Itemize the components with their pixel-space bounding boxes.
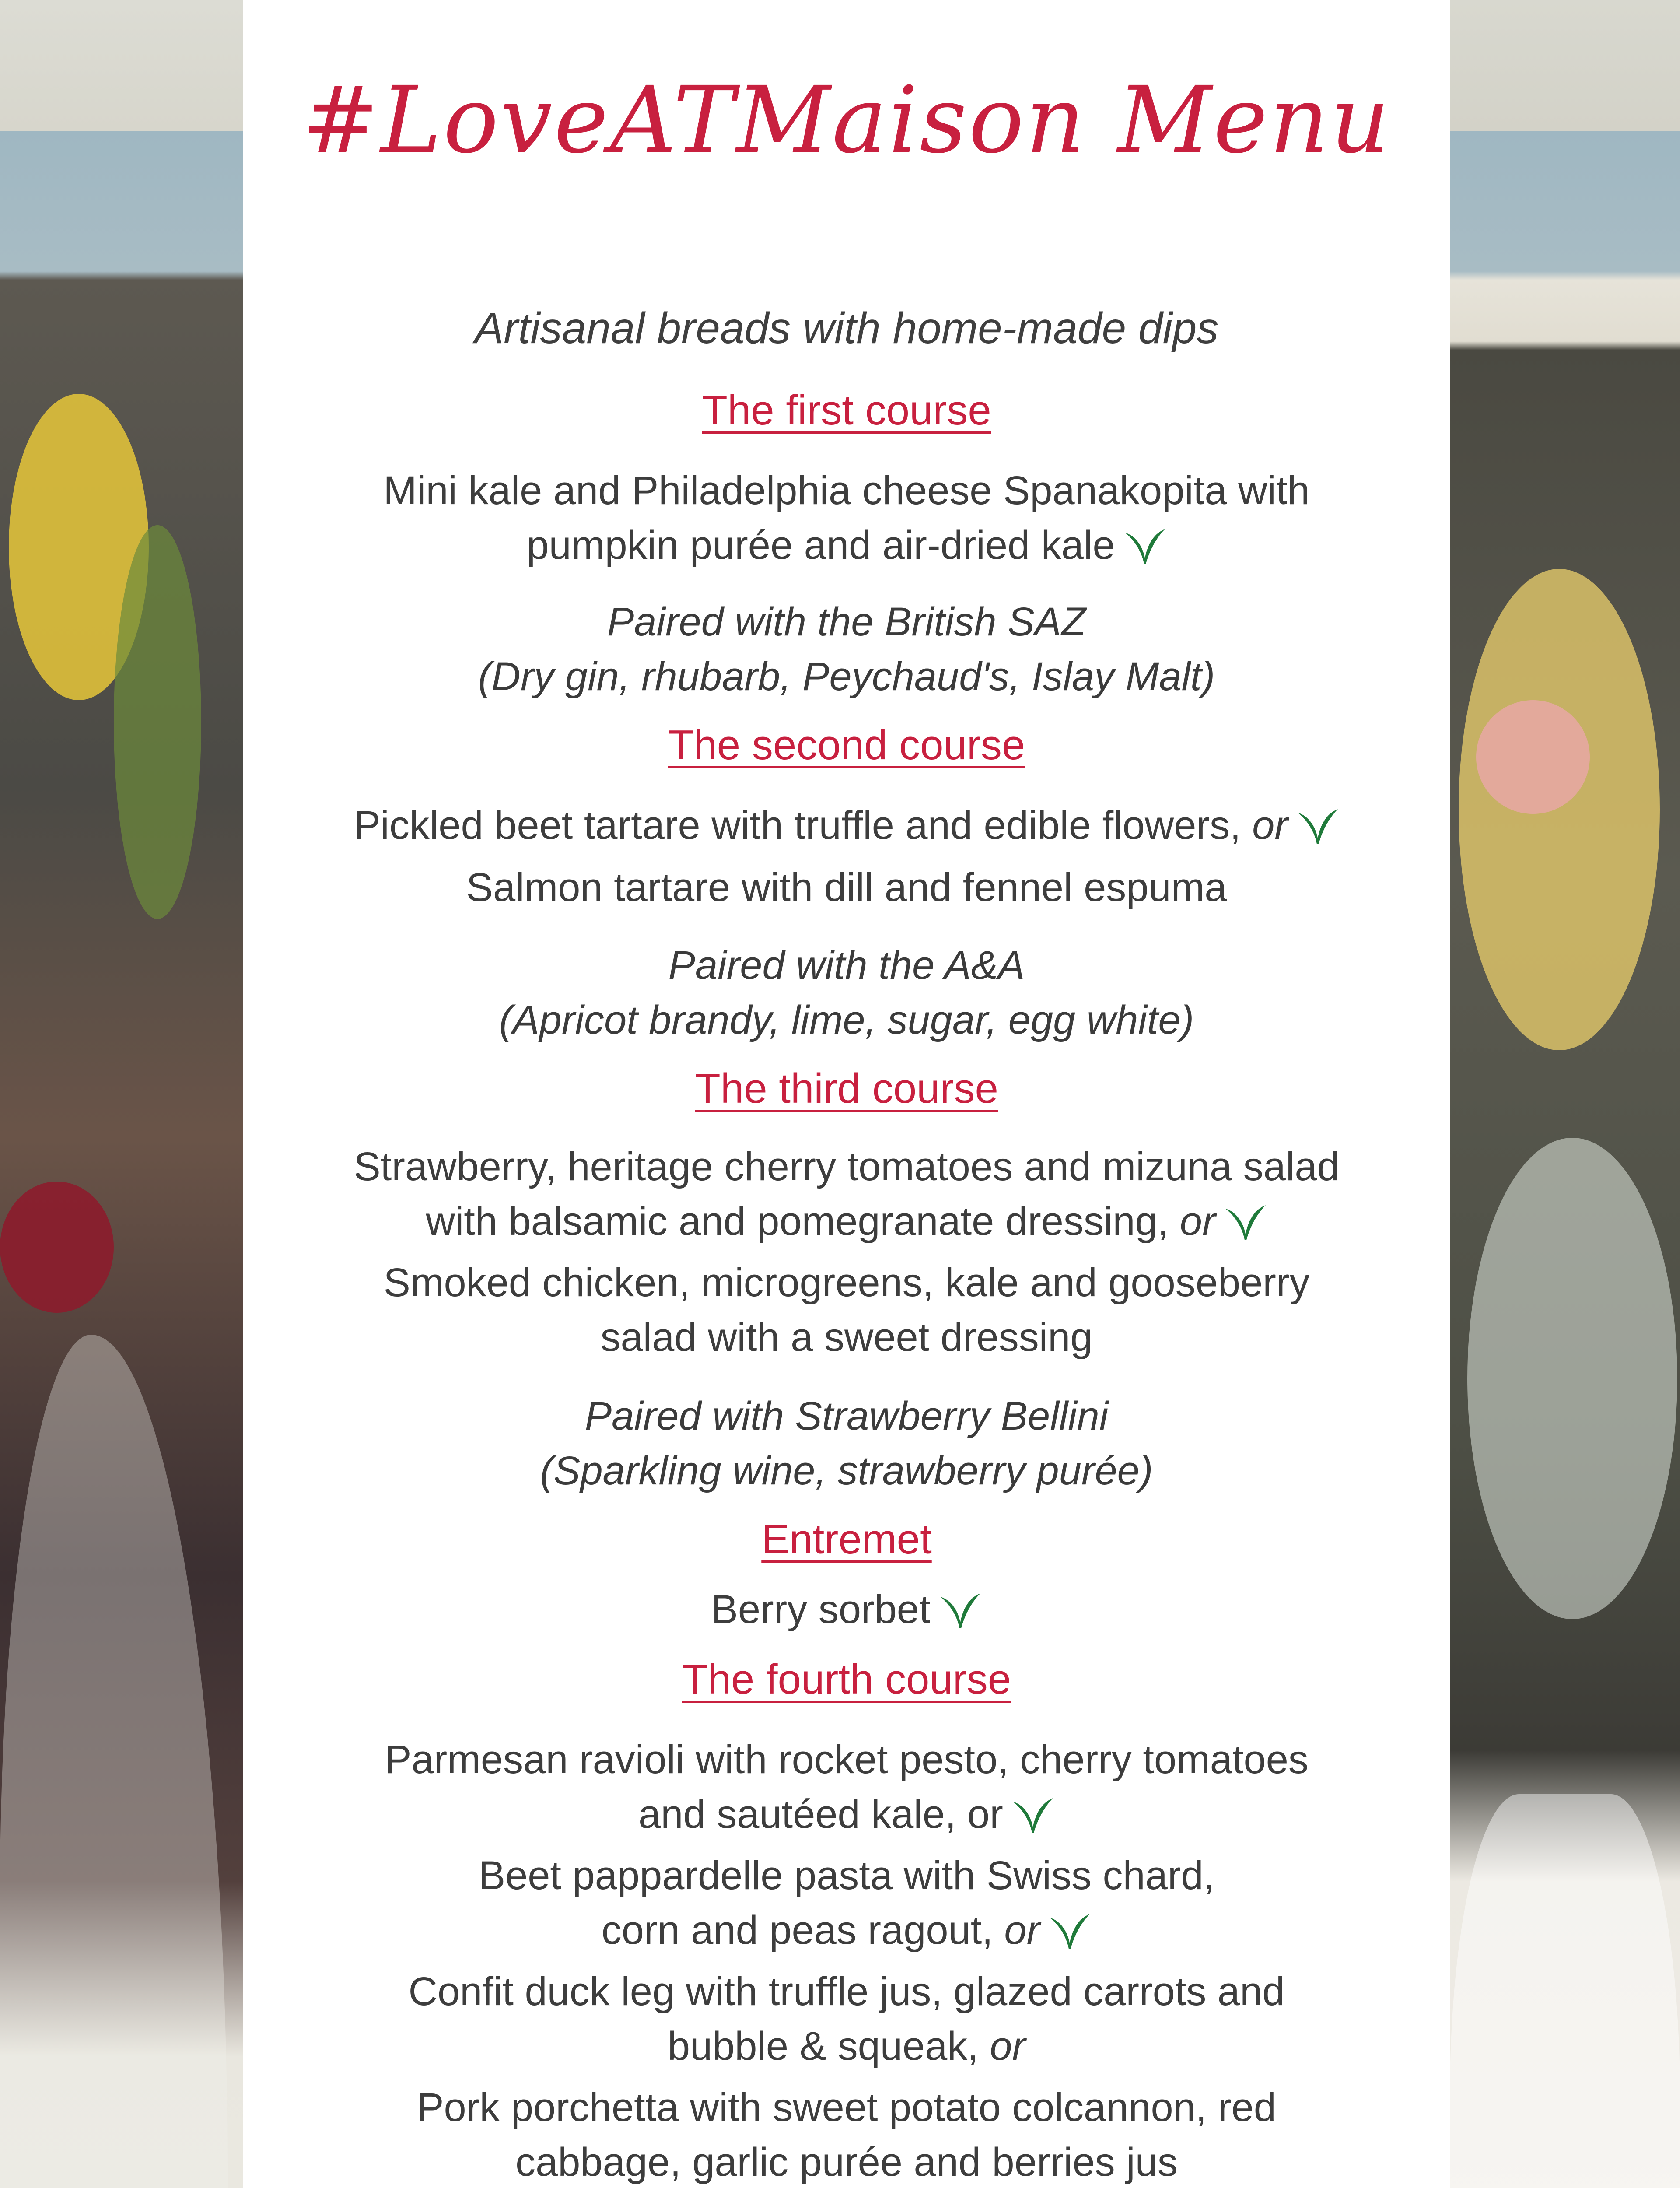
first-course-pairing-line2: (Dry gin, rhubarb, Peychaud's, Islay Malt) <box>478 654 1215 699</box>
dish-text: Pickled beet tartare with truffle and edible flowers, <box>354 803 1241 848</box>
third-course-pairing-line2: (Sparkling wine, strawberry purée) <box>540 1448 1153 1493</box>
first-course-pairing-line1: Paired with the British SAZ <box>607 600 1086 644</box>
third-course-dish2-line2: salad with a sweet dressing <box>600 1315 1093 1360</box>
menu-title: #LoveATMaison Menu <box>301 67 1392 174</box>
leaf-icon <box>1048 1912 1092 1952</box>
glass-carafe <box>0 1335 228 2188</box>
fourth-course-dish1-line1: Parmesan ravioli with rocket pesto, cherry tomatoes <box>385 1737 1309 1782</box>
white-flowers <box>1467 1138 1677 1619</box>
entremet-dish <box>243 1589 1450 1631</box>
background-photo-left <box>0 0 243 2188</box>
dish-text: corn and peas ragout, <box>601 1908 993 1953</box>
second-course-pairing-line2: (Apricot brandy, lime, sugar, egg white) <box>499 998 1194 1042</box>
fourth-course-dish1-line2 <box>243 1794 1450 1836</box>
fourth-course-heading: The fourth course <box>682 1656 1012 1703</box>
third-course-dish1-line2 <box>243 1201 1450 1243</box>
second-course-pairing-line1: Paired with the A&A <box>668 943 1025 988</box>
third-course-pairing-line1: Paired with Strawberry Bellini <box>584 1394 1109 1438</box>
or-text: or <box>1252 803 1288 848</box>
or-text: or <box>990 2024 1026 2069</box>
fourth-course-dish4-line2: cabbage, garlic purée and berries jus <box>515 2140 1178 2184</box>
dish-text: bubble & squeak, <box>667 2024 979 2069</box>
entremet-heading: Entremet <box>761 1516 932 1563</box>
menu-card <box>243 0 1450 2188</box>
third-course-dish2-line1: Smoked chicken, microgreens, kale and gooseberry <box>383 1260 1310 1305</box>
leaf-icon <box>938 1592 982 1631</box>
dish-text: Berry sorbet <box>711 1587 931 1632</box>
or-text: or <box>1180 1199 1216 1244</box>
second-course-dish2: Salmon tartare with dill and fennel espuma <box>466 865 1227 910</box>
dish-text: with balsamic and pomegranate dressing, <box>426 1199 1169 1244</box>
or-text: or <box>1004 1908 1040 1953</box>
fourth-course-dish3-line2 <box>243 2024 1450 2069</box>
wine-glasses <box>1450 1794 1680 2188</box>
second-course-dish1 <box>243 805 1450 847</box>
first-course-dish-line2 <box>243 525 1450 567</box>
fourth-course-dish2-line2 <box>243 1910 1450 1952</box>
fourth-course-dish4-line1: Pork porchetta with sweet potato colcannon, red <box>417 2085 1276 2130</box>
third-course-dish1-line1: Strawberry, heritage cherry tomatoes and mizuna salad <box>354 1144 1340 1189</box>
intro-line: Artisanal breads with home-made dips <box>474 304 1219 353</box>
leaf-icon <box>1224 1203 1267 1243</box>
pink-rose <box>1476 700 1590 814</box>
fourth-course-dish2-line1: Beet pappardelle pasta with Swiss chard, <box>478 1853 1215 1898</box>
leaf-icon <box>1011 1796 1055 1836</box>
leaf-icon <box>1296 807 1340 847</box>
roses <box>1459 569 1660 1050</box>
dish-text: and sautéed kale, or <box>638 1792 1003 1837</box>
third-course-heading: The third course <box>695 1065 998 1112</box>
red-flowers <box>0 1182 114 1313</box>
dish-text: pumpkin purée and air-dried kale <box>526 523 1115 568</box>
first-course-dish-line1: Mini kale and Philadelphia cheese Spanakopita with <box>383 468 1310 513</box>
fourth-course-dish3-line1: Confit duck leg with truffle jus, glazed carrots and <box>408 1969 1285 2014</box>
leaf-icon <box>1123 527 1167 567</box>
flower-stem <box>114 525 201 919</box>
first-course-heading: The first course <box>702 387 991 434</box>
background-photo-right <box>1450 0 1680 2188</box>
second-course-heading: The second course <box>668 722 1026 768</box>
